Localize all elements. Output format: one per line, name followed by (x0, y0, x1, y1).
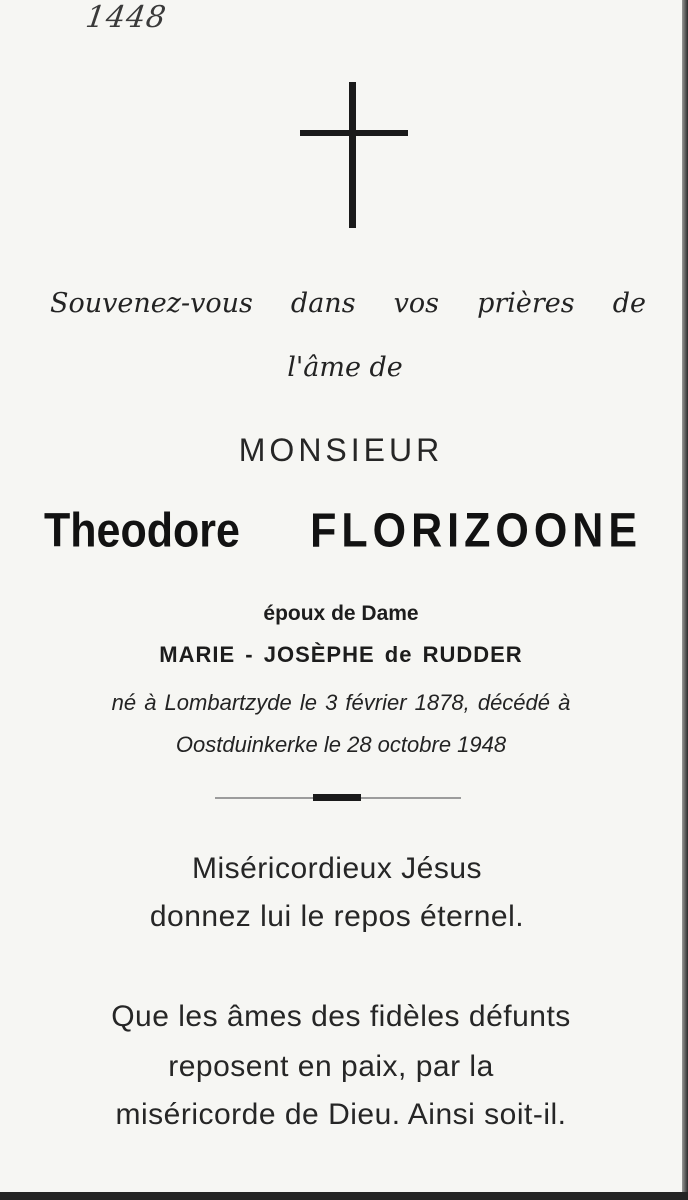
card-edge-right (682, 0, 688, 1200)
prayer-1-line-1: Miséricordieux Jésus (191, 852, 483, 885)
prayer-2-line-2: reposent en paix, par la (168, 1050, 494, 1083)
prayer-1-line-2: donnez lui le repos éternel. (149, 900, 525, 933)
divider-ornament (313, 794, 361, 801)
birth-death-line-1: né à Lombartzyde le 3 février 1878, décédé à (111, 690, 571, 715)
prayer-2-line-3: miséricorde de Dieu. Ainsi soit-il. (115, 1098, 567, 1131)
handwritten-number: 1448 (83, 0, 169, 35)
spouse-intro: époux de Dame (263, 602, 419, 625)
invocation-line-2: l'âme de (287, 352, 403, 383)
honorific-title: MONSIEUR (238, 432, 444, 468)
prayer-2-line-1: Que les âmes des fidèles défunts (111, 1000, 571, 1033)
invocation-line-1: Souvenez-vous dans vos prières de (50, 288, 646, 319)
cross-icon (300, 82, 408, 230)
card-edge-bottom (0, 1192, 688, 1200)
last-name: FLORIZOONE (310, 504, 642, 558)
deceased-name (44, 504, 642, 559)
first-name: Theodore (44, 504, 240, 558)
birth-death-line-2: Oostduinkerke le 28 octobre 1948 (175, 732, 507, 757)
spouse-name: MARIE - JOSÈPHE de RUDDER (159, 642, 523, 667)
